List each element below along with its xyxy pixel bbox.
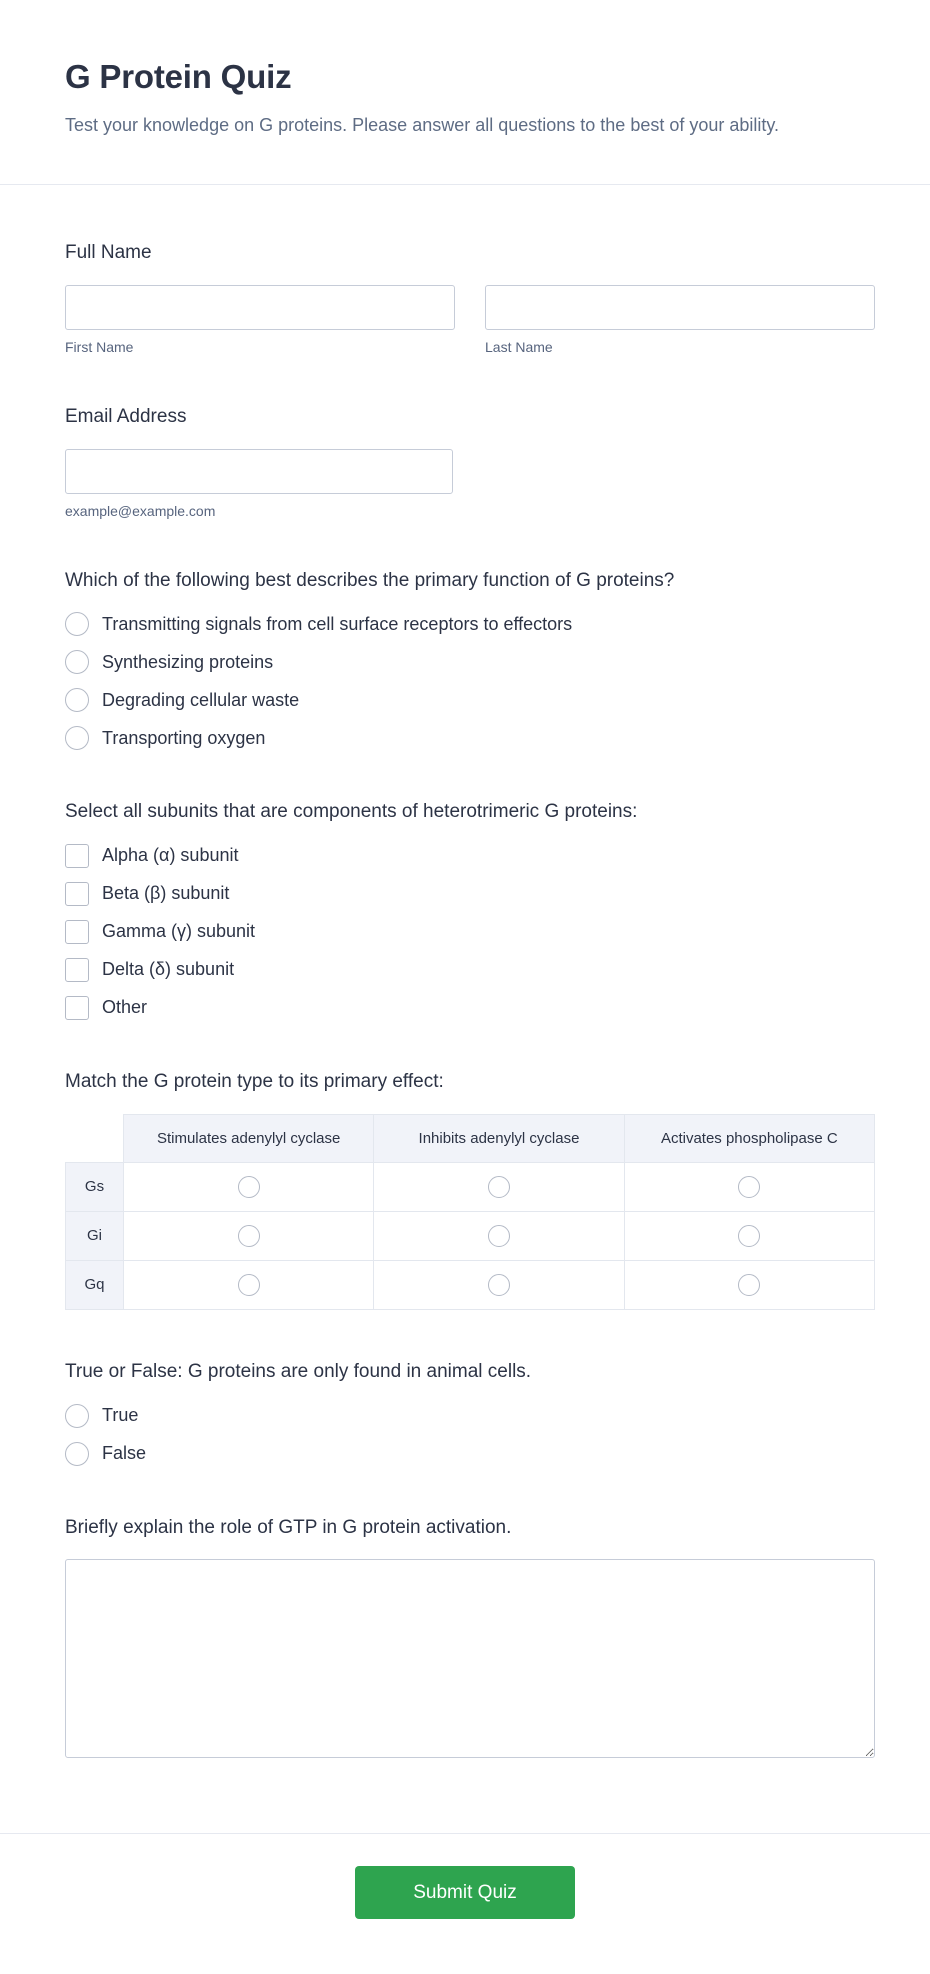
q-function-field bbox=[65, 569, 875, 751]
radio-button[interactable] bbox=[65, 726, 89, 750]
checkbox[interactable] bbox=[65, 920, 89, 944]
email-label: Email Address bbox=[65, 405, 187, 427]
option-label: True bbox=[102, 1404, 139, 1425]
matrix-column-header: Stimulates adenylyl cyclase bbox=[124, 1114, 374, 1162]
matrix-radio-button[interactable] bbox=[738, 1225, 760, 1247]
matrix-cell[interactable] bbox=[624, 1211, 874, 1260]
matrix-row-gi bbox=[66, 1211, 875, 1260]
checkbox[interactable] bbox=[65, 996, 89, 1020]
q-subunits-label: Select all subunits that are components of heterotrimeric G proteins: bbox=[65, 801, 638, 823]
matrix-radio-button[interactable] bbox=[738, 1176, 760, 1198]
q-subunits-option-2[interactable] bbox=[65, 920, 255, 944]
q-subunits-option-4[interactable] bbox=[65, 996, 147, 1020]
form-body bbox=[0, 185, 930, 1833]
matrix-row-header: Gi bbox=[66, 1211, 124, 1260]
matrix-column-header: Activates phospholipase C bbox=[624, 1114, 874, 1162]
first-name-sublabel: First Name bbox=[65, 338, 134, 355]
q-subunits-field bbox=[65, 800, 875, 1020]
email-input[interactable] bbox=[65, 449, 453, 494]
matrix-row-header: Gs bbox=[66, 1162, 124, 1211]
matrix-radio-button[interactable] bbox=[488, 1176, 510, 1198]
matrix-cell[interactable] bbox=[624, 1162, 874, 1211]
name-row bbox=[65, 285, 875, 355]
q-function-option-2[interactable] bbox=[65, 688, 299, 712]
option-label: Synthesizing proteins bbox=[102, 651, 274, 672]
form-subtitle: Test your knowledge on G proteins. Please answer all questions to the best of your ability. bbox=[65, 115, 780, 135]
page-title: G Protein Quiz bbox=[65, 58, 292, 95]
q-true-false-field bbox=[65, 1360, 875, 1466]
matrix-cell[interactable] bbox=[124, 1211, 374, 1260]
matrix-cell[interactable] bbox=[124, 1260, 374, 1309]
radio-button[interactable] bbox=[65, 688, 89, 712]
radio-button[interactable] bbox=[65, 650, 89, 674]
q-subunits-option-1[interactable] bbox=[65, 882, 229, 906]
q-gtp-field bbox=[65, 1516, 875, 1764]
matrix-radio-button[interactable] bbox=[238, 1274, 260, 1296]
matrix-corner-cell bbox=[66, 1114, 124, 1162]
checkbox[interactable] bbox=[65, 882, 89, 906]
q-function-label: Which of the following best describes the primary function of G proteins? bbox=[65, 569, 675, 591]
option-label: Beta (β) subunit bbox=[102, 883, 230, 904]
q-true-false-option-0[interactable] bbox=[65, 1404, 138, 1428]
q-gtp-label: Briefly explain the role of GTP in G protein activation. bbox=[65, 1516, 512, 1538]
option-label: Gamma (γ) subunit bbox=[102, 921, 256, 942]
email-sublabel: example@example.com bbox=[65, 502, 216, 519]
q-matrix-label: Match the G protein type to its primary effect: bbox=[65, 1071, 444, 1093]
form-header bbox=[0, 0, 930, 184]
matrix-row-header: Gq bbox=[66, 1260, 124, 1309]
matrix-cell[interactable] bbox=[374, 1260, 624, 1309]
matrix-radio-button[interactable] bbox=[488, 1274, 510, 1296]
matrix-row-gq bbox=[66, 1260, 875, 1309]
matrix-cell[interactable] bbox=[374, 1211, 624, 1260]
q-function-option-3[interactable] bbox=[65, 726, 265, 750]
matrix-cell[interactable] bbox=[124, 1162, 374, 1211]
radio-button[interactable] bbox=[65, 612, 89, 636]
answer-textarea[interactable] bbox=[65, 1559, 875, 1758]
q-true-false-label: True or False: G proteins are only found in animal cells. bbox=[65, 1360, 532, 1382]
matrix-radio-button[interactable] bbox=[238, 1176, 260, 1198]
q-function-option-0[interactable] bbox=[65, 612, 572, 636]
matrix-header-row bbox=[66, 1114, 875, 1162]
full-name-label: Full Name bbox=[65, 242, 152, 264]
q-matrix-field bbox=[65, 1070, 875, 1310]
first-name-col bbox=[65, 285, 455, 355]
matrix-table bbox=[65, 1114, 875, 1310]
matrix-radio-button[interactable] bbox=[488, 1225, 510, 1247]
option-label: Delta (δ) subunit bbox=[102, 959, 235, 980]
option-label: Transporting oxygen bbox=[102, 727, 266, 748]
option-label: Other bbox=[102, 997, 148, 1018]
q-function-option-1[interactable] bbox=[65, 650, 273, 674]
matrix-radio-button[interactable] bbox=[238, 1225, 260, 1247]
form-footer bbox=[0, 1833, 930, 1974]
matrix-column-header: Inhibits adenylyl cyclase bbox=[374, 1114, 624, 1162]
radio-button[interactable] bbox=[65, 1442, 89, 1466]
q-subunits-option-3[interactable] bbox=[65, 958, 234, 982]
matrix-cell[interactable] bbox=[374, 1162, 624, 1211]
first-name-input[interactable] bbox=[65, 285, 455, 330]
last-name-col bbox=[485, 285, 875, 355]
option-label: Alpha (α) subunit bbox=[102, 845, 239, 866]
option-label: False bbox=[102, 1442, 147, 1463]
checkbox[interactable] bbox=[65, 958, 89, 982]
submit-button[interactable]: Submit Quiz bbox=[355, 1866, 575, 1919]
q-true-false-option-1[interactable] bbox=[65, 1442, 146, 1466]
q-subunits-option-0[interactable] bbox=[65, 844, 238, 868]
last-name-input[interactable] bbox=[485, 285, 875, 330]
checkbox[interactable] bbox=[65, 844, 89, 868]
option-label: Degrading cellular waste bbox=[102, 689, 300, 710]
last-name-sublabel: Last Name bbox=[485, 338, 553, 355]
email-field bbox=[65, 405, 875, 519]
option-label: Transmitting signals from cell surface receptors to effectors bbox=[102, 613, 573, 634]
matrix-radio-button[interactable] bbox=[738, 1274, 760, 1296]
radio-button[interactable] bbox=[65, 1404, 89, 1428]
matrix-row-gs bbox=[66, 1162, 875, 1211]
full-name-field bbox=[65, 241, 875, 355]
matrix-cell[interactable] bbox=[624, 1260, 874, 1309]
